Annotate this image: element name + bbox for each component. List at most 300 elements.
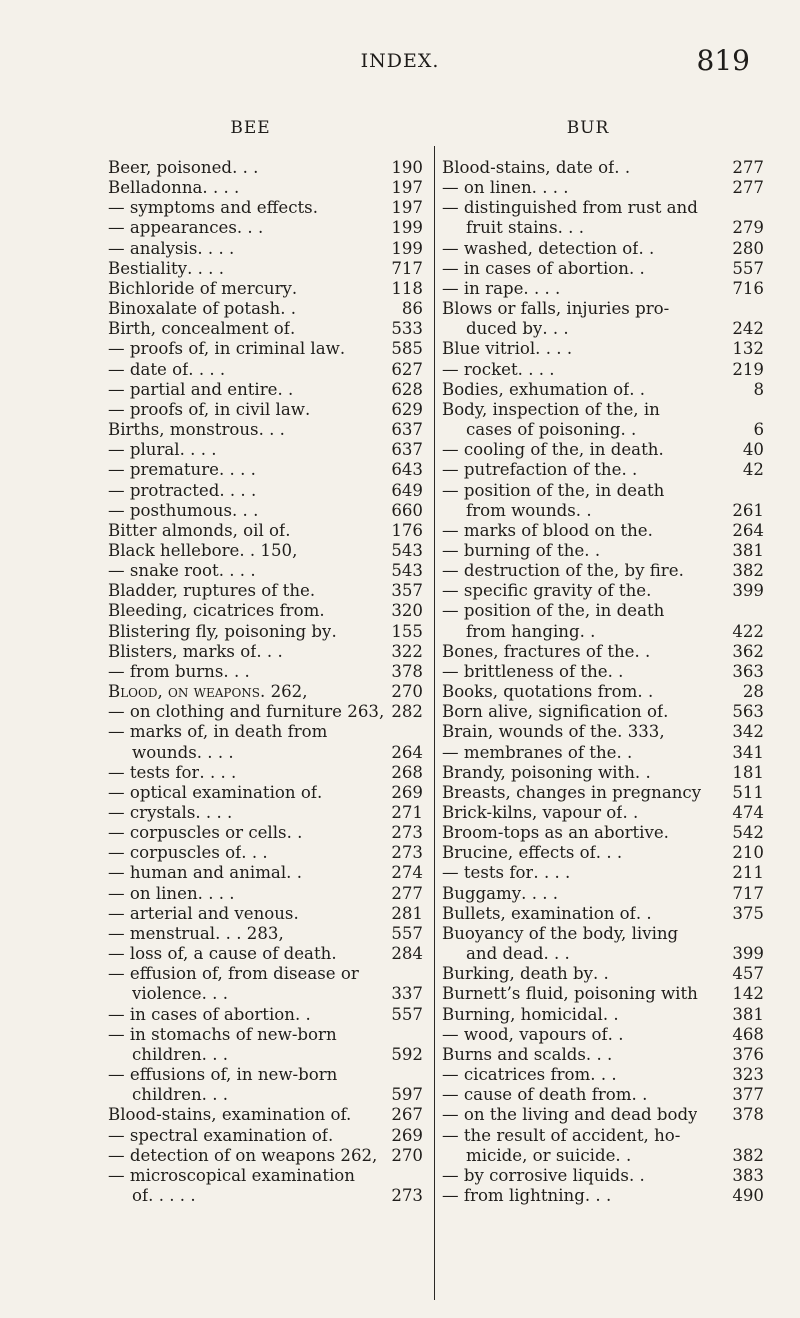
entry-text: wounds xyxy=(132,742,197,762)
entry-page-number: 627 xyxy=(391,359,423,379)
index-entry xyxy=(442,964,764,984)
entry-text: — premature xyxy=(108,460,219,480)
entry-text: — protracted xyxy=(108,480,220,500)
entry-leader: . . . . xyxy=(218,561,256,581)
entry-text: — marks of blood on the xyxy=(442,520,648,540)
entry-leader: . . . . xyxy=(523,278,561,298)
index-entry xyxy=(442,803,764,823)
entry-text: — human and animal xyxy=(108,863,287,883)
index-entry xyxy=(108,440,423,460)
running-head-right: BUR xyxy=(566,118,610,138)
entry-text: Brucine, effects of xyxy=(442,843,596,863)
entry-leader: . . . . xyxy=(531,178,569,198)
index-entry xyxy=(442,783,764,803)
index-entry xyxy=(108,1166,423,1186)
entry-page-number: 357 xyxy=(391,581,423,601)
entry-text: — in rape xyxy=(442,278,524,298)
entry-text: Breasts, changes in pregnancy xyxy=(442,782,702,802)
index-entry xyxy=(108,843,423,863)
entry-page-number: 383 xyxy=(732,1165,764,1185)
entry-text: Buoyancy of the body, living xyxy=(442,923,679,943)
entry-leader: . xyxy=(331,944,337,964)
entry-page-number: 279 xyxy=(732,218,764,238)
entry-text: from hanging xyxy=(466,621,580,641)
index-entry xyxy=(442,1085,764,1105)
index-entry xyxy=(108,722,423,742)
index-entry xyxy=(108,1045,423,1065)
entry-text: — tests for xyxy=(108,762,200,782)
entry-text: duced by xyxy=(466,319,543,339)
index-entry xyxy=(442,521,764,541)
entry-text: fruit stains xyxy=(466,218,558,238)
entry-leader: . . xyxy=(638,238,655,258)
index-entry xyxy=(442,481,764,501)
index-entry xyxy=(442,884,764,904)
entry-leader: . xyxy=(663,823,669,843)
entry-page-number: 557 xyxy=(391,923,423,943)
index-entry xyxy=(108,924,423,944)
index-entry xyxy=(442,501,764,521)
index-entry xyxy=(442,561,764,581)
entry-text: Body, inspection of the, in xyxy=(442,399,660,419)
entry-page-number: 269 xyxy=(391,1125,423,1145)
entry-page-number: 563 xyxy=(732,702,764,722)
index-entry xyxy=(442,1126,764,1146)
index-entry xyxy=(108,622,423,642)
index-entry xyxy=(108,823,423,843)
entry-text: — membranes of the xyxy=(442,742,617,762)
entry-page-number: 468 xyxy=(732,1024,764,1044)
index-entry xyxy=(108,783,423,803)
index-entry xyxy=(442,984,764,1004)
entry-page-number: 378 xyxy=(732,1105,764,1125)
entry-text: — wood, vapours of xyxy=(442,1024,608,1044)
entry-page-number: 457 xyxy=(732,964,764,984)
entry-text: — position of the, in death xyxy=(442,480,665,500)
entry-text: — crystals xyxy=(108,803,196,822)
entry-text: Bodies, exhumation of xyxy=(442,379,630,399)
entry-leader: . . . xyxy=(201,1085,229,1105)
entry-page-number: 273 xyxy=(391,823,423,843)
index-entry xyxy=(442,299,764,319)
index-entry xyxy=(442,1025,764,1045)
entry-text: — in cases of abortion xyxy=(108,1004,295,1024)
entry-page-number: 542 xyxy=(732,823,764,843)
index-entry xyxy=(108,1005,423,1025)
entry-text: — by corrosive liquids xyxy=(442,1165,629,1185)
index-entry xyxy=(442,601,764,621)
entry-page-number: 6 xyxy=(753,420,764,440)
entry-leader: . . . xyxy=(256,641,283,661)
index-entry xyxy=(108,319,423,339)
entry-page-number: 643 xyxy=(391,460,423,480)
index-entry xyxy=(442,158,764,178)
entry-leader: . . . . xyxy=(179,440,217,460)
entry-leader: . . xyxy=(607,1024,624,1044)
index-entry xyxy=(442,1186,764,1206)
entry-page-number: 176 xyxy=(391,520,423,540)
page-number: 819 xyxy=(696,44,750,77)
index-entry xyxy=(108,601,423,621)
index-entry xyxy=(108,904,423,924)
index-entry xyxy=(442,178,764,198)
entry-text: — optical examination of xyxy=(108,782,317,802)
entry-page-number: 281 xyxy=(391,903,423,923)
index-entry xyxy=(108,299,423,319)
index-entry xyxy=(108,501,423,521)
entry-leader: . xyxy=(647,520,653,540)
index-entry xyxy=(442,279,764,299)
entry-page-number: 268 xyxy=(391,762,423,782)
entry-text: — in stomachs of new-born xyxy=(108,1024,337,1044)
entry-leader: . xyxy=(658,440,664,460)
entry-leader: . xyxy=(646,581,652,601)
entry-leader: . xyxy=(319,601,325,621)
entry-text: Books, quotations from xyxy=(442,682,638,702)
entry-text: — on linen xyxy=(108,883,198,903)
index-entry xyxy=(442,662,764,682)
entry-leader: . . . xyxy=(223,661,250,681)
entry-text: Bladder, ruptures of the xyxy=(108,581,310,601)
entry-page-number: 142 xyxy=(732,984,764,1004)
entry-page-number: 399 xyxy=(732,581,764,601)
index-entry xyxy=(108,863,423,883)
index-entry xyxy=(108,259,423,279)
entry-page-number: 273 xyxy=(391,843,423,863)
entry-page-number: 282 xyxy=(391,702,423,722)
entry-leader: . . . . xyxy=(202,178,240,198)
entry-leader: . . xyxy=(629,379,646,399)
entry-page-number: 490 xyxy=(732,1185,764,1205)
entry-page-number: 557 xyxy=(732,258,764,278)
entry-page-number: 337 xyxy=(391,984,423,1004)
entry-page-number: 376 xyxy=(732,1044,764,1064)
entry-page-number: 543 xyxy=(391,540,423,560)
entry-page-number: 597 xyxy=(391,1085,423,1105)
entry-text: Bullets, examination of xyxy=(442,903,636,923)
page-title: INDEX. xyxy=(360,50,440,72)
entry-text: micide, or suicide xyxy=(466,1145,616,1165)
entry-list-left xyxy=(108,158,423,1206)
entry-text: Binoxalate of potash xyxy=(108,299,281,319)
index-entry xyxy=(108,984,423,1004)
index-entry xyxy=(108,884,423,904)
entry-leader: . . . . xyxy=(218,460,256,480)
index-entry xyxy=(442,843,764,863)
entry-page-number: 377 xyxy=(732,1085,764,1105)
entry-leader: . . . xyxy=(231,500,259,520)
index-entry xyxy=(442,1146,764,1166)
entry-leader: . . . xyxy=(585,1044,613,1064)
index-entry xyxy=(108,460,423,480)
entry-page-number: 211 xyxy=(732,863,764,883)
entry-leader: . . xyxy=(294,1004,311,1024)
entry-page-number: 264 xyxy=(732,520,764,540)
entry-leader: . xyxy=(339,339,346,359)
index-entry xyxy=(442,218,764,238)
index-entry xyxy=(442,239,764,259)
entry-text: — snake root xyxy=(108,561,219,581)
index-entry xyxy=(108,541,423,561)
entry-text: — tests for xyxy=(442,863,534,883)
entry-leader: . xyxy=(678,561,684,581)
index-entry xyxy=(108,743,423,763)
entry-page-number: 267 xyxy=(391,1105,423,1125)
entry-text: Births, monstrous xyxy=(108,420,259,440)
entry-leader: . . . . . xyxy=(148,1185,196,1205)
entry-leader: . . . . xyxy=(521,883,559,903)
entry-page-number: 8 xyxy=(753,379,764,399)
entry-text: — analysis xyxy=(108,238,198,258)
entry-page-number: 362 xyxy=(732,641,764,661)
entry-text: — brittleness of the xyxy=(442,661,608,681)
entry-page-number: 155 xyxy=(391,621,423,641)
index-entry xyxy=(108,1085,423,1105)
index-entry xyxy=(442,622,764,642)
index-entry xyxy=(108,178,423,198)
entry-text: — proofs of, in criminal law xyxy=(108,339,340,359)
index-entry xyxy=(442,722,764,742)
entry-text: Blistering fly, poisoning by xyxy=(108,621,332,641)
entry-text: — burning of the xyxy=(442,540,585,560)
entry-page-number: 40 xyxy=(742,440,764,460)
entry-leader: . . . . xyxy=(197,238,235,258)
entry-page-number: 197 xyxy=(391,198,423,218)
entry-text: — on the living and dead body xyxy=(442,1105,698,1125)
entry-leader: . xyxy=(331,621,337,641)
entry-page-number: 118 xyxy=(391,278,423,298)
entry-text: children xyxy=(132,1085,202,1105)
index-entry xyxy=(108,481,423,501)
entry-leader: . . . xyxy=(590,1065,617,1085)
index-entry xyxy=(442,319,764,339)
entry-text: Beer, poisoned xyxy=(108,158,233,177)
entry-page-number: 511 xyxy=(732,782,764,802)
entry-text: Bichloride of mercury xyxy=(108,278,292,298)
entry-leader: . . xyxy=(634,641,651,661)
entry-leader: . . xyxy=(615,1145,632,1165)
entry-leader: . . . xyxy=(543,944,570,964)
entry-leader: . . . xyxy=(201,984,228,1004)
index-entry xyxy=(442,420,764,440)
index-entry xyxy=(108,1105,423,1125)
entry-page-number: 474 xyxy=(732,803,764,822)
index-entry xyxy=(442,763,764,783)
entry-leader: . xyxy=(293,903,299,923)
entry-page-number: 28 xyxy=(742,682,764,702)
index-entry xyxy=(442,541,764,561)
entry-text: — symptoms and effects xyxy=(108,198,313,218)
entry-leader: . . . . xyxy=(195,803,233,822)
entry-text: — cooling of the, in death xyxy=(442,440,659,460)
entry-page-number: 190 xyxy=(391,158,423,177)
entry-leader: . 262, xyxy=(260,682,308,702)
entry-leader: . . xyxy=(631,1085,648,1105)
index-entry xyxy=(442,198,764,218)
entry-text: Born alive, signification of xyxy=(442,702,664,722)
entry-text: — distinguished from rust and xyxy=(442,198,698,218)
entry-text: — partial and entire xyxy=(108,379,278,399)
entry-text: Blows or falls, injuries pro- xyxy=(442,299,670,319)
entry-leader: . . xyxy=(280,299,297,319)
entry-leader: . . xyxy=(622,803,639,822)
entry-page-number: 341 xyxy=(732,742,764,762)
entry-text: — in cases of abortion xyxy=(442,258,629,278)
entry-text: — plural xyxy=(108,440,180,460)
entry-page-number: 381 xyxy=(732,540,764,560)
index-column-left xyxy=(108,118,423,1206)
entry-text: Burning, homicidal xyxy=(442,1004,603,1024)
index-entry xyxy=(442,380,764,400)
entry-text: Buggamy xyxy=(442,883,522,903)
entry-leader: . xyxy=(309,581,316,601)
entry-text: Blisters, marks of xyxy=(108,641,257,661)
index-entry xyxy=(442,440,764,460)
index-entry xyxy=(442,1005,764,1025)
entry-text: Belladonna xyxy=(108,178,203,198)
index-entry xyxy=(442,823,764,843)
entry-text: of xyxy=(132,1185,149,1205)
index-entry xyxy=(442,924,764,944)
index-entry xyxy=(108,360,423,380)
entry-text: — the result of accident, ho- xyxy=(442,1125,681,1145)
entry-leader: . . xyxy=(616,742,633,762)
entry-page-number: 277 xyxy=(732,158,764,177)
index-entry xyxy=(108,1065,423,1085)
entry-text: — effusion of, from disease or xyxy=(108,964,359,984)
index-entry xyxy=(108,158,423,178)
entry-page-number: 592 xyxy=(391,1044,423,1064)
entry-leader: . xyxy=(285,520,291,540)
entry-leader: . . . . xyxy=(196,742,234,762)
entry-text: — loss of, a cause of death xyxy=(108,944,332,964)
entry-page-number: 271 xyxy=(391,803,423,822)
index-entry xyxy=(108,682,423,702)
entry-text: — putrefaction of the xyxy=(442,460,622,480)
entry-leader: . . . xyxy=(241,843,268,863)
entry-page-number: 269 xyxy=(391,782,423,802)
entry-leader: . . xyxy=(584,540,601,560)
entry-text: Blue vitriol xyxy=(442,339,536,359)
entry-page-number: 422 xyxy=(732,621,764,641)
entry-page-number: 261 xyxy=(732,500,764,520)
entry-leader: . . xyxy=(593,964,609,984)
entry-page-number: 274 xyxy=(391,863,423,883)
entry-text: Burking, death by xyxy=(442,964,593,984)
entry-page-number: 363 xyxy=(732,661,764,681)
entry-page-number: 322 xyxy=(391,641,423,661)
entry-text: Birth, concealment of xyxy=(108,319,290,339)
entry-page-number: 42 xyxy=(742,460,764,480)
entry-leader: . . . xyxy=(236,218,264,238)
entry-list-right xyxy=(442,158,764,1206)
index-entry xyxy=(108,642,423,662)
entry-leader: . xyxy=(316,782,323,802)
entry-leader: . xyxy=(327,1125,334,1145)
entry-page-number: 199 xyxy=(391,218,423,238)
entry-leader: . xyxy=(304,399,311,419)
entry-text: — specific gravity of the xyxy=(442,581,647,601)
entry-leader: . . . xyxy=(542,319,569,339)
entry-page-number: 533 xyxy=(391,319,423,339)
index-entry xyxy=(442,400,764,420)
entry-page-number: 585 xyxy=(391,339,423,359)
entry-page-number: 637 xyxy=(391,420,423,440)
index-entry xyxy=(108,239,423,259)
entry-page-number: 320 xyxy=(391,601,423,621)
entry-text: — corpuscles of xyxy=(108,843,242,863)
entry-page-number: 270 xyxy=(391,682,423,702)
entry-text: — spectral examination of xyxy=(108,1125,328,1145)
entry-text: violence xyxy=(132,984,202,1004)
index-entry xyxy=(108,218,423,238)
entry-text: — position of the, in death xyxy=(442,601,665,621)
entry-text: Broom-tops as an abortive xyxy=(442,823,664,843)
entry-page-number: 270 xyxy=(391,1145,423,1165)
entry-text: — cicatrices from xyxy=(442,1065,591,1085)
entry-text: Brain, wounds of the xyxy=(442,722,618,742)
entry-text: children xyxy=(132,1044,202,1064)
entry-page-number: 399 xyxy=(732,944,764,964)
index-entry xyxy=(108,1186,423,1206)
index-entry xyxy=(108,763,423,783)
index-entry xyxy=(442,702,764,722)
entry-text: and dead xyxy=(466,944,544,964)
entry-page-number: 543 xyxy=(391,561,423,581)
entry-page-number: 181 xyxy=(732,762,764,782)
entry-leader: . . xyxy=(637,682,654,702)
entry-text: Burnett’s fluid, poisoning with xyxy=(442,984,698,1004)
entry-text: — on clothing and furniture 263, xyxy=(108,702,385,722)
entry-page-number: 219 xyxy=(732,359,764,379)
entry-leader: . . xyxy=(575,500,592,520)
entry-page-number: 280 xyxy=(732,238,764,258)
entry-leader: . . 150, xyxy=(239,540,298,560)
entry-page-number: 86 xyxy=(401,299,423,319)
entry-leader: . . . . xyxy=(187,258,224,278)
entry-text: Blood-stains, examination of. xyxy=(108,1105,352,1125)
entry-page-number: 660 xyxy=(391,500,423,520)
index-entry xyxy=(108,279,423,299)
index-entry xyxy=(108,803,423,823)
index-entry xyxy=(108,662,423,682)
entry-text: — washed, detection of xyxy=(442,238,639,258)
index-entry xyxy=(442,904,764,924)
index-entry xyxy=(108,380,423,400)
entry-text: — effusions of, in new-born xyxy=(108,1065,338,1085)
index-entry xyxy=(442,743,764,763)
entry-text: — destruction of the, by fire xyxy=(442,561,679,581)
page-header xyxy=(0,44,800,88)
entry-leader: . 333, xyxy=(617,722,665,742)
entry-leader: . . xyxy=(277,379,294,399)
entry-leader: . . xyxy=(286,823,303,843)
entry-text: Black hellebore xyxy=(108,540,240,560)
entry-text: from wounds xyxy=(466,500,576,520)
entry-text: Bones, fractures of the xyxy=(442,641,635,661)
entry-text: Bitter almonds, oil of xyxy=(108,520,286,540)
index-entry xyxy=(108,581,423,601)
index-entry xyxy=(442,339,764,359)
entry-page-number: 381 xyxy=(732,1004,764,1024)
entry-text: — date of xyxy=(108,359,189,379)
entry-leader: . xyxy=(663,702,669,722)
index-entry xyxy=(442,360,764,380)
entry-text: — cause of death from xyxy=(442,1085,632,1105)
entry-leader: . xyxy=(291,278,298,298)
entry-leader: . . . . xyxy=(533,863,571,883)
index-entry xyxy=(442,259,764,279)
